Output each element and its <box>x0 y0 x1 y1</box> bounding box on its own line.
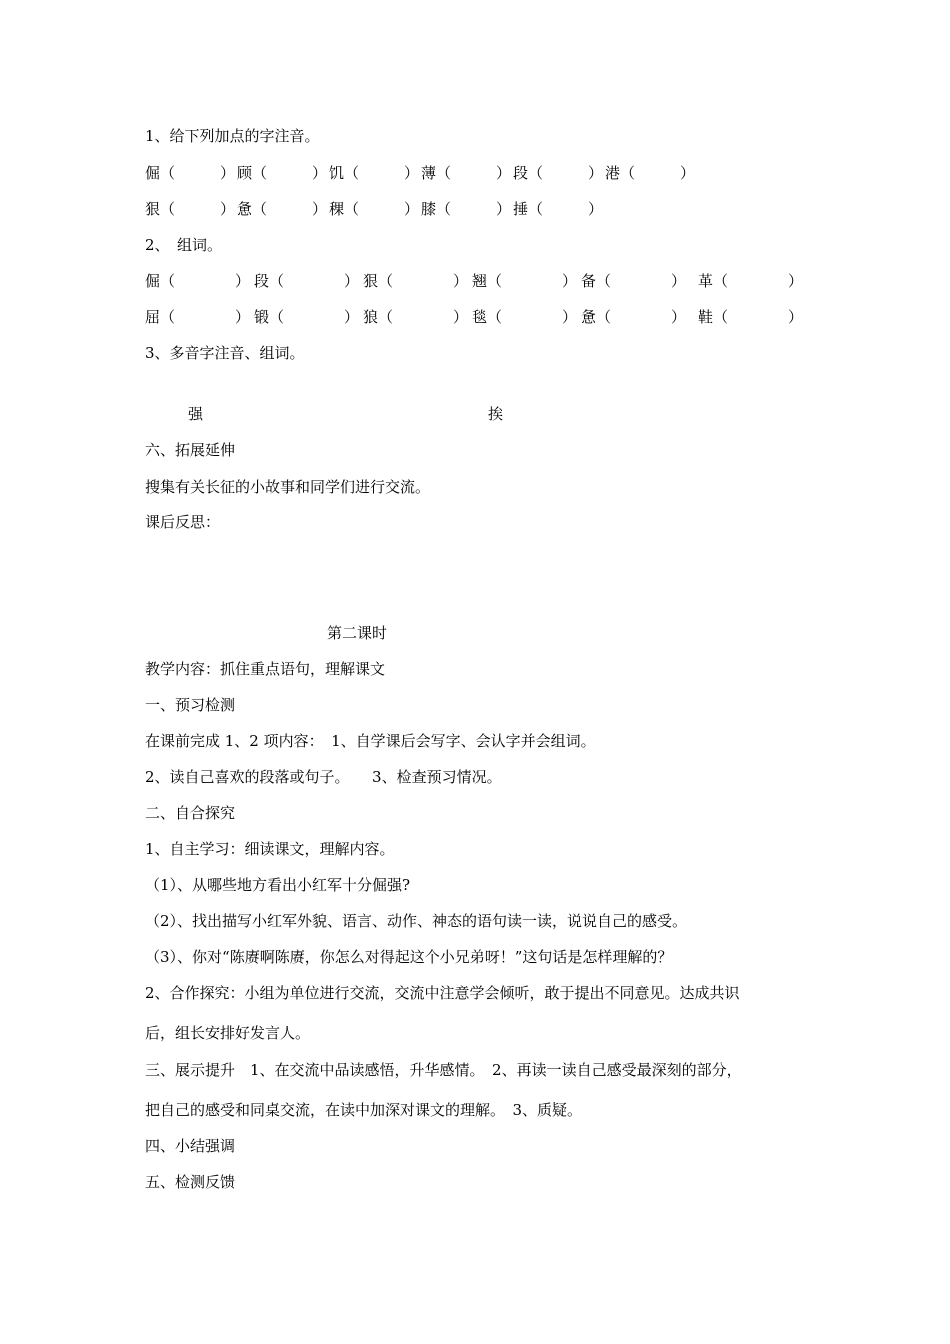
pinyin-item: 惫（ ） <box>237 200 328 218</box>
pinyin-item: 港（ ） <box>605 164 696 182</box>
reflection-label: 课后反思： <box>145 513 221 531</box>
word-item: 翘（ ） <box>472 272 578 290</box>
section2-row2 <box>145 307 804 327</box>
part1-line2: 2、读自己喜欢的段落或句子。 3、检查预习情况。 <box>145 768 502 786</box>
section1-heading: 1、给下列加点的字注音。 <box>145 127 320 145</box>
pinyin-item: 捶（ ） <box>513 200 604 218</box>
word-item: 毯（ ） <box>472 308 578 326</box>
section1-row1 <box>145 163 697 183</box>
part4-heading: 四、小结强调 <box>145 1137 236 1155</box>
pinyin-item: 段（ ） <box>513 164 604 182</box>
lesson2-title: 第二课时 <box>327 624 388 642</box>
lesson2-content: 教学内容：抓住重点语句，理解课文 <box>145 660 386 678</box>
part2-line1: 1、自主学习：细读课文，理解内容。 <box>145 840 395 858</box>
word-item: 倔（ ） <box>145 272 251 290</box>
polyphone-char: 挨 <box>488 405 504 423</box>
pinyin-item: 倔（ ） <box>145 164 236 182</box>
pinyin-item: 稞（ ） <box>329 200 420 218</box>
word-item: 段（ ） <box>254 272 360 290</box>
word-item: 锻（ ） <box>254 308 360 326</box>
pinyin-item: 饥（ ） <box>329 164 420 182</box>
part2-line2a: 2、合作探究：小组为单位进行交流，交流中注意学会倾听，敢于提出不同意见。达成共识 <box>145 984 740 1002</box>
word-item: 鞋（ ） <box>698 308 804 326</box>
word-item: 狠（ ） <box>363 272 469 290</box>
part1-line1: 在课前完成 1、2 项内容： 1、自学课后会写字、会认字并会组词。 <box>145 732 596 750</box>
part2-line2b: 后，组长安排好发言人。 <box>145 1024 311 1042</box>
part2-question-1: （1）、从哪些地方看出小红军十分倔强? <box>145 876 411 894</box>
part1-heading: 一、预习检测 <box>145 696 236 714</box>
part2-question-2: （2）、找出描写小红军外貌、语言、动作、神态的语句读一读，说说自己的感受。 <box>145 912 688 930</box>
part2-heading: 二、自合探究 <box>145 804 236 822</box>
polyphone-char: 强 <box>188 405 204 423</box>
word-item: 革（ ） <box>698 272 804 290</box>
part5-heading: 五、检测反馈 <box>145 1173 236 1191</box>
part3-line-b: 把自己的感受和同桌交流，在读中加深对课文的理解。 3、质疑。 <box>145 1101 583 1119</box>
pinyin-item: 顾（ ） <box>237 164 328 182</box>
section3-heading: 3、多音字注音、组词。 <box>145 344 305 362</box>
word-item: 狼（ ） <box>363 308 469 326</box>
pinyin-item: 薄（ ） <box>421 164 512 182</box>
section2-row1 <box>145 271 804 291</box>
word-item: 屈（ ） <box>145 308 251 326</box>
pinyin-item: 膝（ ） <box>421 200 512 218</box>
section6-heading: 六、拓展延伸 <box>145 441 236 459</box>
section6-text: 搜集有关长征的小故事和同学们进行交流。 <box>145 478 431 496</box>
section1-row2 <box>145 199 605 219</box>
word-item: 惫（ ） <box>581 308 687 326</box>
pinyin-item: 狠（ ） <box>145 200 236 218</box>
part3-line-a: 三、展示提升 1、在交流中品读感悟，升华感情。 2、再读一读自己感受最深刻的部分， <box>145 1061 742 1079</box>
part2-question-3: （3）、你对“陈赓啊陈赓，你怎么对得起这个小兄弟呀！”这句话是怎样理解的？ <box>145 948 673 966</box>
section2-heading: 2、 组词。 <box>145 236 223 254</box>
word-item: 备（ ） <box>581 272 687 290</box>
